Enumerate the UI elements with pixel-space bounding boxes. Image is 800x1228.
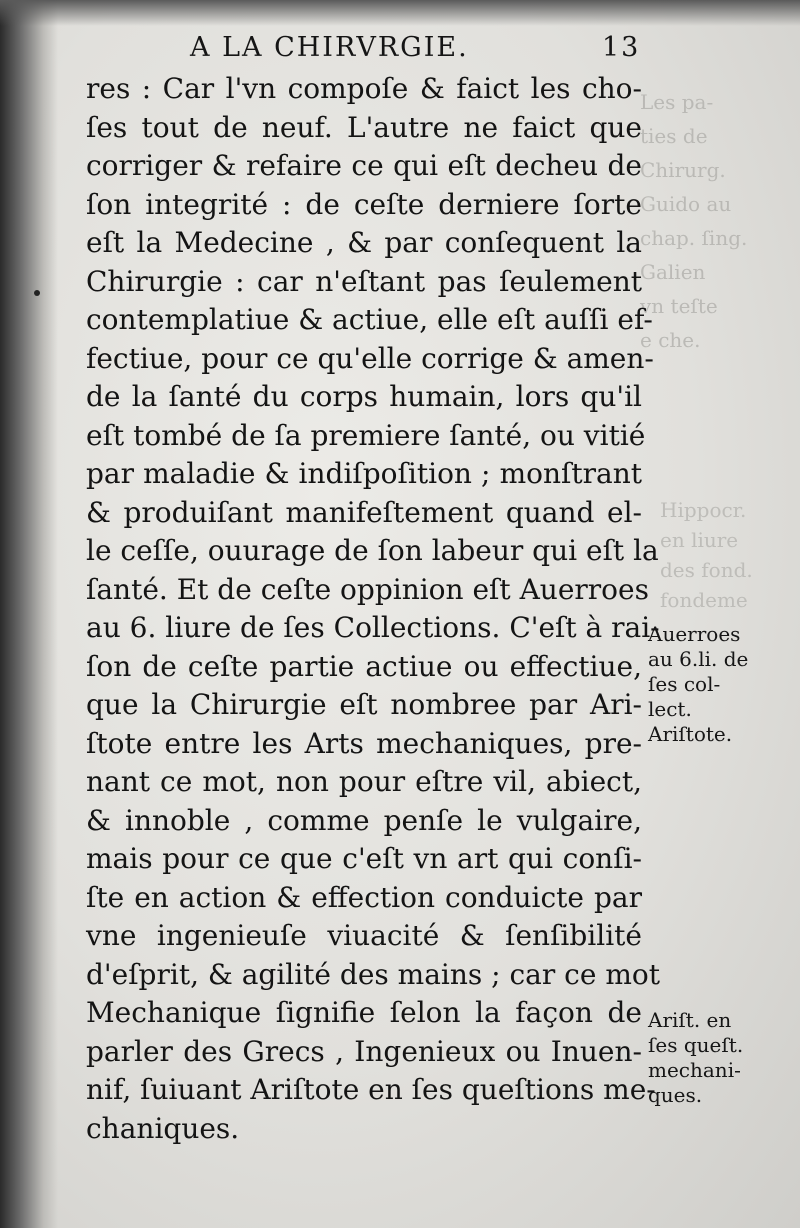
text-line: corriger & refaire ce qui eſt decheu de [86,149,642,182]
text-line: que la Chirurgie eſt nombree par Ari- [86,688,642,721]
margin-note-aristotle [648,1008,788,1108]
text-line: nant ce mot, non pour eſtre vil, abiect, [86,765,642,798]
text-line: au 6. liure de ſes Collections. C'eſt à rai- [86,611,660,644]
margin-note-line: ques. [648,1083,703,1107]
text-line: eſt la Medecine , & par conſequent la [86,226,642,259]
text-line: eſt tombé de ſa premiere ſanté, ou vitié [86,418,646,452]
text-line: contemplatiue & actiue, elle eſt auſſi ef- [86,303,653,336]
text-line: parler des Grecs , Ingenieux ou Inuen- [86,1034,642,1068]
text-line: ſtote entre les Arts mechaniques, pre- [86,726,642,760]
text-line: ſon de ceſte partie actiue ou effectiue, [86,649,642,683]
text-line: vne ingenieuſe viuacité & ſenſibilité [86,919,642,952]
margin-note-line: ſes queſt. [648,1033,744,1057]
text-line: ſon integrité : de ceſte derniere ſorte [86,187,642,221]
body-text [86,70,660,1148]
text-line: Mechanique ſignifie ſelon la façon de [86,996,642,1029]
text-line: ſanté. Et de ceſte oppinion eſt Auerroes [86,572,649,606]
ink-spot [34,290,40,296]
margin-note-line: Ariſtote. [648,722,733,746]
show-through-text-lower: Hippocr. en liure des fond. fondeme [660,498,753,612]
show-through-text: Les pa- ties de Chirurg. Guido au chap. ſing. Galien vn teſte e che. [640,90,748,352]
margin-note-line: Ariſt. en [648,1008,732,1032]
top-edge-shadow [0,0,800,26]
text-line: le ceſſe, ouurage de ſon labeur qui eſt la [86,534,659,567]
page-number: 13 [602,32,641,63]
text-line: Chirurgie : car n'eſtant pas ſeulement [86,264,642,298]
running-header [190,32,641,72]
text-line: mais pour ce que c'eſt vn art qui conſi- [86,842,642,875]
text-line: res : Car l'vn compoſe & faict les cho- [86,72,642,105]
text-line: ſes tout de neuf. L'autre ne faict que [86,110,642,144]
text-line: fectiue, pour ce qu'elle corrige & amen- [86,341,654,375]
margin-note-line: au 6.li. de [648,647,749,671]
margin-note-line: Auerroes [648,622,741,646]
text-line: de la ſanté du corps humain, lors qu'il [86,380,642,413]
running-title: A LA CHIRVRGIE. [190,32,469,63]
text-line: & produiſant manifeſtement quand el- [86,495,642,529]
margin-note-averroes [648,622,788,747]
text-line: & innoble , comme penſe le vulgaire, [86,803,642,837]
text-line: par maladie & indiſpoſition ; monſtrant [86,457,642,490]
margin-note-line: lect. [648,697,692,721]
text-line: chaniques. [86,1111,240,1145]
text-line: nif, ſuiuant Ariſtote en ſes queſtions me- [86,1073,656,1106]
text-line: d'eſprit, & agilité des mains ; car ce mot [86,957,660,991]
gutter-shadow [0,0,58,1228]
margin-note-line: mechani- [648,1058,741,1082]
text-line: ſte en action & effection conduicte par [86,880,642,914]
margin-note-line: ſes col- [648,672,721,696]
